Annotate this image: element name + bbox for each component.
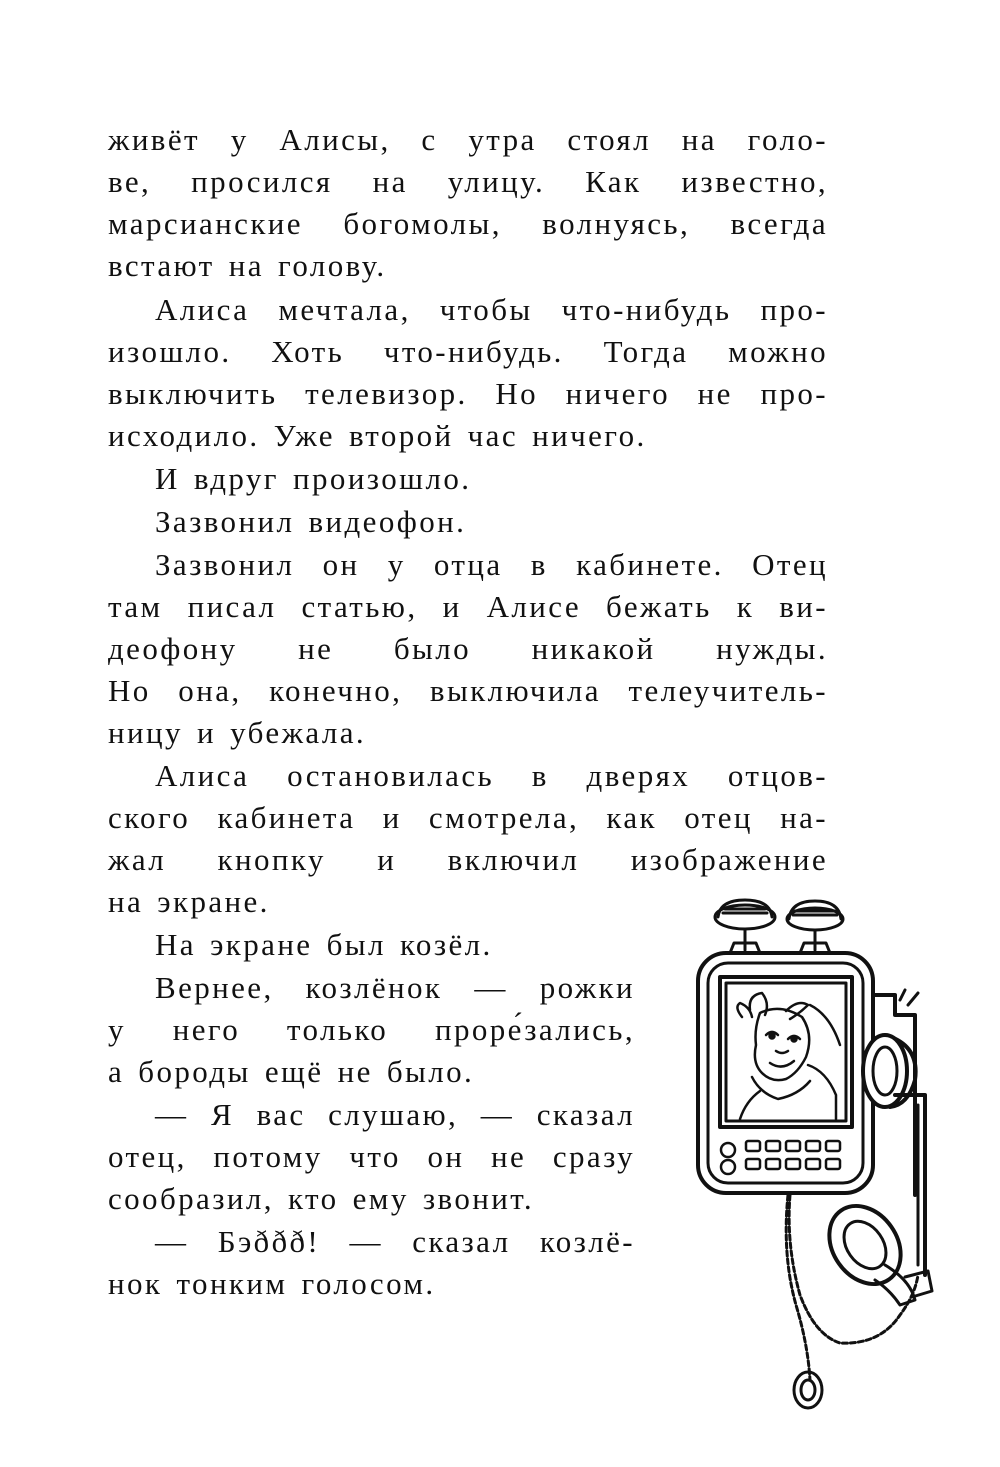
text-line: там писал статью, и Алисе бежать к ви- [108,589,828,624]
text-line: ского кабинета и смотрела, как отец на- [108,800,828,835]
text-line: И вдруг произошло. [155,461,472,496]
text-line: ве, просился на улицу. Как известно, [108,164,828,199]
text-line: ницу и убежала. [108,715,367,750]
text-line: Алиса мечтала, чтобы что-нибудь про- [155,292,828,327]
text-line: сообразил, кто ему звонит. [108,1181,534,1216]
text-line: изошло. Хоть что-нибудь. Тогда можно [108,334,828,369]
text-line: живёт у Алисы, с утра стоял на голо- [108,122,828,157]
text-line: Но она, конечно, выключила телеучитель- [108,673,828,708]
text-line: Зазвонил видеофон. [155,504,467,539]
text-line: встают на голову. [108,248,387,283]
text-line: На экране был козёл. [155,927,493,962]
text-line: жал кнопку и включил изображение [108,842,828,877]
text-line: Алиса остановилась в дверях отцов- [155,758,828,793]
text-line: у него только проре́зались, [108,1012,635,1047]
text-line: а бороды ещё не было. [108,1054,475,1089]
text-line: выключить телевизор. Но ничего не про- [108,376,828,411]
text-line: нок тонким голосом. [108,1266,436,1301]
text-line: на экране. [108,884,270,919]
text-line: марсианские богомолы, волнуясь, всегда [108,206,828,241]
text-line: — Бэððð! — сказал козлё- [155,1224,635,1259]
text-line: Зазвонил он у отца в кабинете. Отец [155,547,828,582]
bell-right-icon [787,901,843,953]
text-line: — Я вас слушаю, — сказал [155,1097,635,1132]
bell-left-icon [715,900,775,953]
videophone-illustration [690,895,940,1415]
text-line: исходило. Уже второй час ничего. [108,418,647,453]
text-line: Вернее, козлёнок — рожки [155,970,635,1005]
text-line: деофону не было никакой нужды. [108,631,828,666]
text-line: отец, потому что он не сразу [108,1139,635,1174]
